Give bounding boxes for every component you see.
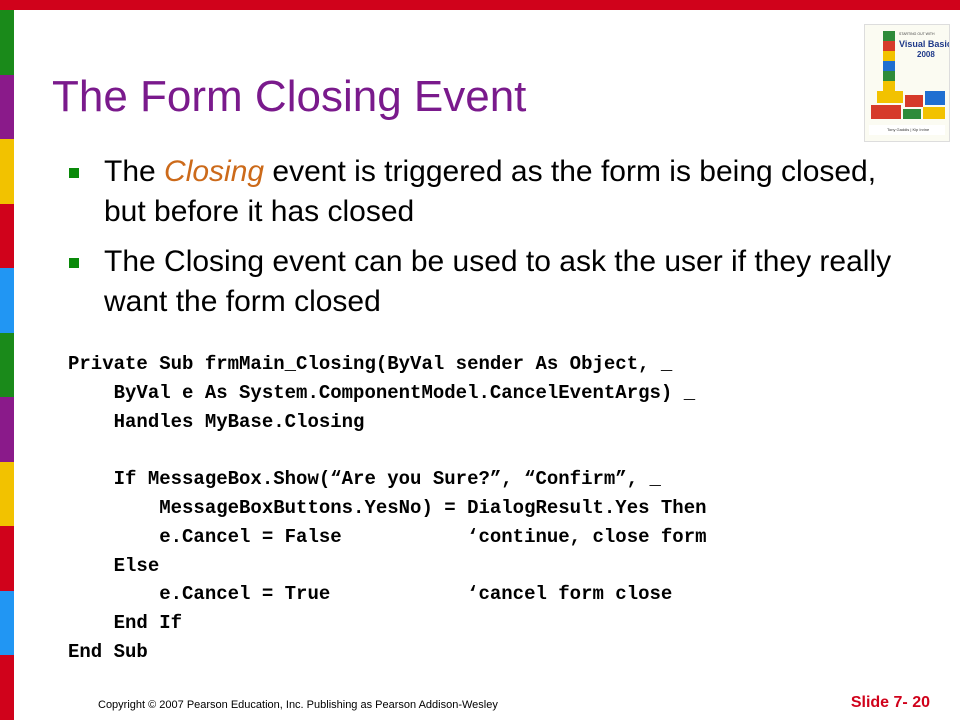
svg-text:Visual Basic: Visual Basic bbox=[899, 39, 949, 49]
stripe-segment bbox=[0, 397, 14, 462]
bullet-square-icon bbox=[69, 258, 79, 268]
svg-text:2008: 2008 bbox=[917, 50, 935, 59]
stripe-segment bbox=[0, 204, 14, 269]
closing-emphasis: Closing bbox=[164, 155, 265, 188]
code-line: End Sub bbox=[68, 640, 148, 663]
code-line: e.Cancel = False ‘continue, close form bbox=[68, 525, 707, 548]
lego-bricks-icon bbox=[865, 25, 949, 141]
stripe-segment bbox=[0, 655, 14, 720]
code-line: Handles MyBase.Closing bbox=[68, 410, 365, 433]
code-line bbox=[68, 436, 707, 465]
stripe-segment bbox=[0, 10, 14, 75]
code-line: e.Cancel = True ‘cancel form close bbox=[68, 583, 673, 606]
svg-text:STARTING OUT WITH: STARTING OUT WITH bbox=[899, 32, 935, 36]
stripe-segment bbox=[0, 268, 14, 333]
code-line: Else bbox=[68, 554, 160, 577]
code-line: ByVal e As System.ComponentModel.CancelEventArgs) _ bbox=[68, 381, 696, 404]
bullet-text-suffix: event is triggered as the form is being closed, but before it has closed bbox=[104, 155, 877, 228]
bullet-text: The Closing event can be used to ask the user if they really want the form closed bbox=[104, 245, 892, 318]
stripe-segment bbox=[0, 591, 14, 656]
stripe-segment bbox=[0, 139, 14, 204]
stripe-segment bbox=[0, 526, 14, 591]
code-line: Private Sub frmMain_Closing(ByVal sender As Object, _ bbox=[68, 353, 673, 375]
code-line: MessageBoxButtons.YesNo) = DialogResult.Yes Then bbox=[68, 496, 707, 519]
code-block bbox=[68, 350, 707, 667]
svg-text:Tony Gaddis | Kip Irvine: Tony Gaddis | Kip Irvine bbox=[887, 127, 930, 132]
code-line: If MessageBox.Show(“Are you Sure?”, “Confirm”, _ bbox=[68, 468, 661, 491]
bullet-square-icon bbox=[69, 168, 79, 178]
stripe-segment bbox=[0, 462, 14, 527]
bullet-item bbox=[66, 242, 926, 322]
stripe-segment bbox=[0, 75, 14, 140]
slide-number: Slide 7- 20 bbox=[850, 694, 930, 711]
top-accent-bar bbox=[0, 0, 960, 10]
book-cover-logo bbox=[864, 24, 950, 142]
slide-title: The Form Closing Event bbox=[52, 72, 527, 121]
bullet-item bbox=[66, 152, 926, 232]
left-color-stripe bbox=[0, 10, 14, 720]
bullet-text-prefix: The bbox=[104, 155, 165, 188]
bullet-list bbox=[66, 152, 926, 332]
stripe-segment bbox=[0, 333, 14, 398]
copyright-footer: Copyright © 2007 Pearson Education, Inc. Publishing as Pearson Addison-Wesley bbox=[98, 699, 498, 711]
code-line: End If bbox=[68, 612, 183, 635]
